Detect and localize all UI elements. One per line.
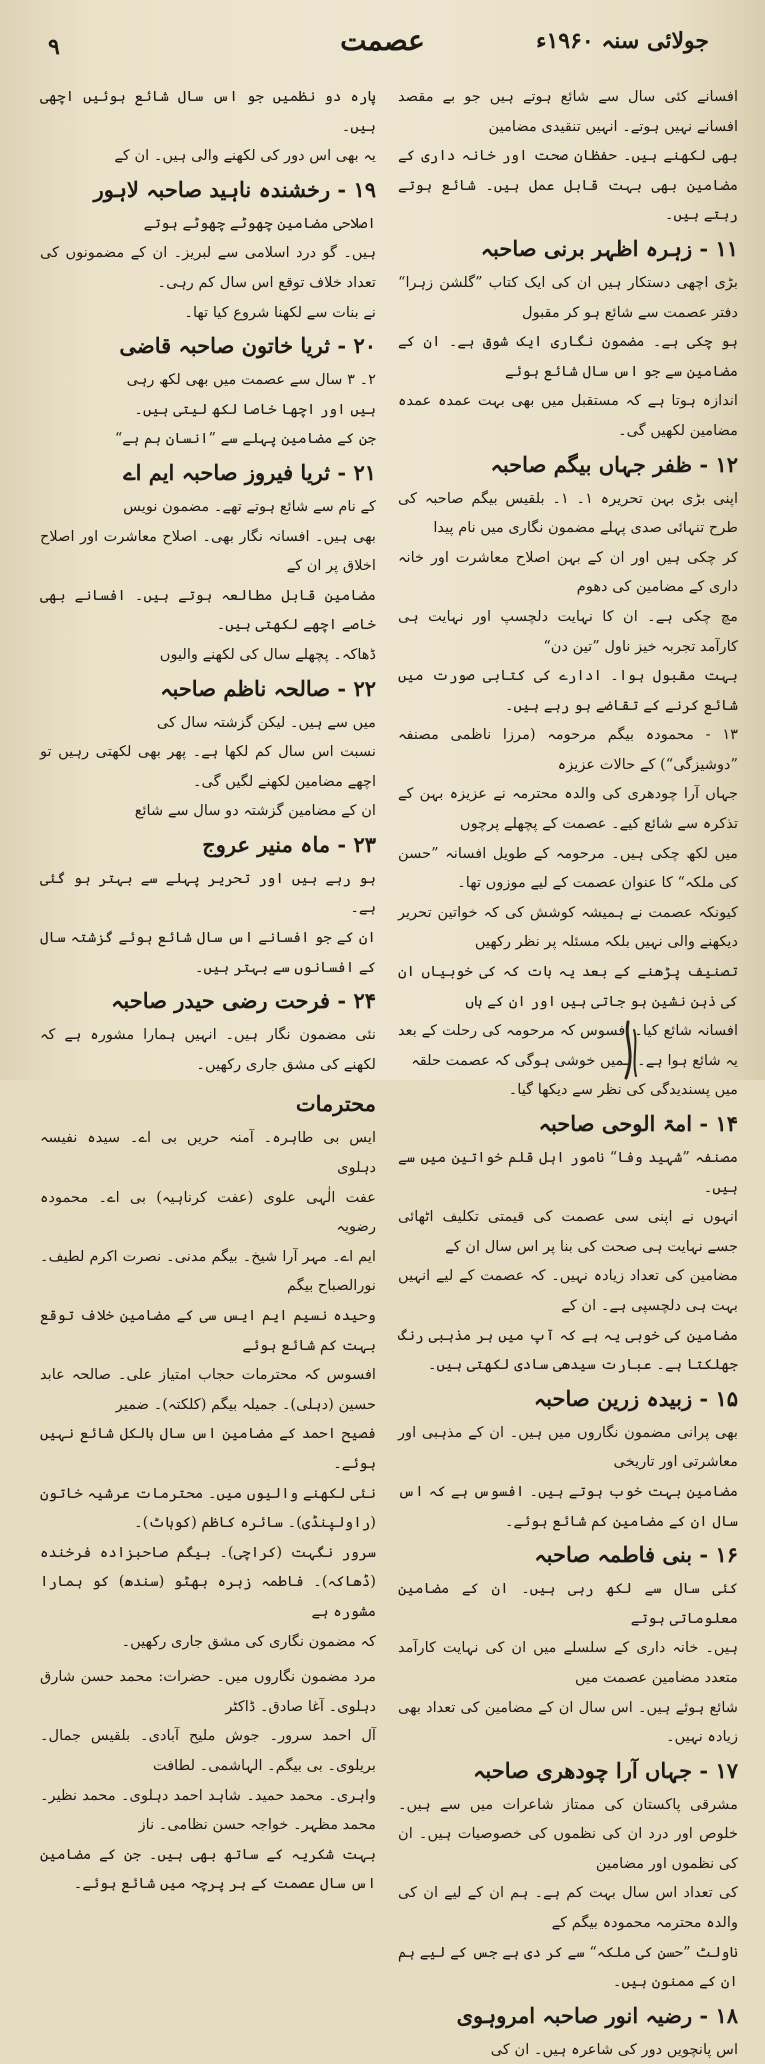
text-line: کہ مضمون نگاری کی مشق جاری رکھیں۔ [121, 1632, 376, 1650]
text-line: بہت مقبول ہوا۔ ادارے کی کتابی صورت میں شائع کرنے کے تقاضے ہو رہے ہیں۔ [398, 667, 738, 714]
text-line: ڈھاکہ۔ پچھلے سال کی لکھنے والیوں [159, 645, 376, 663]
text-line: افسانے کئی سال سے شائع ہوتے ہیں جو بے مقصد افسانے نہیں ہوتے۔ انہیں تنقیدی مضامین [398, 88, 738, 135]
author-heading: ۱۹ - رخشندہ ناہید صاحبہ لاہور [93, 176, 376, 202]
author-heading: ۱۷ - جہاں آرا چودھری صاحبہ [473, 1757, 738, 1783]
text-line: مچ چکی ہے۔ ان کا نہایت دلچسپ اور نہایت ہی کارآمد تجربہ خیز ناول ”تین دن“ [398, 607, 738, 655]
page-header [40, 24, 725, 74]
text-line: تصنیف پڑھنے کے بعد یہ بات کہ کی خوبیاں ان کی ذہن نشین ہو جاتی ہیں اور ان کے ہاں [398, 963, 738, 1010]
text-line: مضامین بہت خوب ہوتے ہیں۔ افسوس ہے کہ اس سال ان کے مضامین کم شائع ہوئے۔ [398, 1482, 738, 1530]
text-line: ۱۳ - محمودہ بیگم مرحومہ (مرزا ناظمی مصنفہ ”دوشیزگی“) کے حالات عزیزہ [398, 726, 738, 773]
text-line: عفت الٰہی علوی (عفت کرناہیہ) بی اے۔ محمودہ رضویہ [40, 1188, 376, 1236]
page-number: ۹ [48, 34, 60, 60]
text-line: کی تعداد اس سال بہت کم ہے۔ ہم ان کے لیے ان کی والدہ محترمہ محمودہ بیگم کے [398, 1884, 738, 1932]
text-line: مضامین قابل مطالعہ ہوتے ہیں۔ افسانے بھی خاصے اچھے لکھتی ہیں۔ [40, 586, 376, 634]
text-line: نئی لکھنے والیوں میں۔ محترمات عرشیہ خاتون (راولپنڈی)۔ سائرہ کاظم (کوہاٹ)۔ [40, 1484, 376, 1532]
text-line: کر چکی ہیں اور ان کے بہن اصلاح معاشرت اور خانہ داری کے مضامین کی دھوم [398, 548, 738, 596]
text-line: پارہ دو نظمیں جو اس سال شائع ہوئیں اچھی ہیں۔ [40, 88, 376, 135]
text-line: میں سے ہیں۔ لیکن گزشتہ سال کی [156, 713, 376, 731]
text-line: میں لکھ چکی ہیں۔ مرحومہ کے طویل افسانہ ”حسن کی ملکہ“ کا عنوان عصمت کے لیے موزوں تھا۔ [398, 844, 738, 892]
author-heading: محترمات [295, 1091, 376, 1117]
text-line: ایس بی طاہرہ۔ آمنہ حریں بی اے۔ سیدہ نفیسہ دہلوی [40, 1129, 376, 1177]
text-line: ان کے جو افسانے اس سال شائع ہوئے گزشتہ سال کے افسانوں سے بہتر ہیں۔ [40, 929, 376, 976]
text-line: بہت شکریہ کے ساتھ بھی ہیں۔ جن کے مضامین اس سال عصمت کے ہر پرچہ میں شائع ہوئے۔ [40, 1845, 376, 1893]
author-heading: ۲۴ - فرحت رضی حیدر صاحبہ [111, 988, 376, 1014]
text-line: بھی ہیں۔ افسانہ نگار بھی۔ اصلاح معاشرت اور اصلاح اخلاق پر ان کے [40, 527, 376, 575]
author-heading: ۱۱ - زہرہ اظہر برنی صاحبہ [480, 235, 738, 261]
author-heading: ۲۲ - صالحہ ناظم صاحبہ [160, 675, 376, 701]
text-line: افسانہ شائع کیا۔ افسوس کہ مرحومہ کی رحلت کے بعد یہ شائع ہوا ہے۔ ہمیں خوشی ہوگی کہ عصمت حلقہ [398, 1022, 738, 1069]
author-heading: ۲۳ - ماہ منیر عروج [202, 831, 376, 857]
text-line: مصنفہ ”شہید وفا“ نامور اہل قلم خواتین میں سے ہیں۔ [398, 1149, 738, 1196]
text-line: بھی پرانی مضمون نگاروں میں ہیں۔ ان کے مذہبی اور معاشرتی اور تاریخی [398, 1423, 738, 1471]
text-line: ۲۔ ۳ سال سے عصمت میں بھی لکھ رہی [126, 371, 376, 389]
text-line: اصلاحی مضامین چھوٹے چھوٹے ہوتے [143, 214, 376, 232]
text-line: وحیدہ نسیم ایم ایس سی کے مضامین خلاف توقع بہت کم شائع ہوئے [40, 1307, 376, 1354]
issue-date: جولائی سنہ ۱۹۶۰ء [536, 28, 709, 54]
text-line: ہیں۔ خانہ داری کے سلسلے میں ان کی نہایت کارآمد متعدد مضامین عصمت میں [398, 1639, 738, 1686]
text-line: اپنی بڑی بہن تحریرہ ۱۔ ۱۔ بلقیس بیگم صاحبہ کی طرح تنہائی صدی پہلے مضمون نگاری میں نام پیدا [398, 489, 738, 537]
text-line: کیونکہ عصمت نے ہمیشہ کوشش کی کہ خواتین تحریر دیکھنے والی نہیں بلکہ مسئلہ پر نظر رکھیں [398, 903, 738, 951]
text-line: نے بنات سے لکھنا شروع کیا تھا۔ [184, 303, 376, 321]
text-line: مشرقی پاکستان کی ممتاز شاعرات میں سے ہیں۔ خلوص اور درد ان کی نظموں کی خصوصیات ہیں۔ ان کی نظموں اور مضامین [398, 1795, 738, 1872]
author-heading: ۲۰ - ثریا خاتون صاحبہ قاضی [119, 333, 376, 359]
text-line: اندازہ ہوتا ہے کہ مستقبل میں بھی بہت عمدہ عمدہ مضامین لکھیں گی۔ [398, 392, 738, 439]
text-line: یہ بھی اس دور کی لکھنے والی ہیں۔ ان کے [114, 147, 376, 165]
text-line: ناولٹ ”حسن کی ملکہ“ سے کر دی ہے جس کے لیے ہم ان کے ممنون ہیں۔ [398, 1943, 738, 1991]
text-line: اس پانچویں دور کی شاعرہ ہیں۔ ان کی [490, 2040, 738, 2058]
author-heading: ۱۲ - ظفر جہاں بیگم صاحبہ [490, 451, 738, 477]
text-line: ہیں۔ گو درد اسلامی سے لبریز۔ ان کے مضمونوں کی تعداد خلاف توقع اس سال کم رہی۔ [40, 244, 376, 291]
handwritten-mark [610, 1020, 650, 1080]
right-column [398, 82, 738, 2058]
text-line: سرور نگہت (کراچی)۔ بیگم صاحبزادہ فرخندہ (ڈھاکہ)۔ فاطمہ زہرہ بھٹو (سندھ) کو ہمارا مشورہ ہے [40, 1543, 376, 1620]
author-heading: ۲۱ - ثریا فیروز صاحبہ ایم اے [123, 459, 376, 485]
text-line: شائع ہوئے ہیں۔ اس سال ان کے مضامین کی تعداد بھی زیادہ نہیں۔ [398, 1698, 738, 1746]
text-line: جن کے مضامین پہلے سے ”انسان ہم ہے“ [114, 430, 376, 448]
text-line: ہیں اور اچھا خاصا لکھ لیتی ہیں۔ [134, 400, 376, 418]
text-line: جہاں آرا چودھری کی والدہ محترمہ نے عزیزہ بہن کے تذکرہ سے شائع کیے۔ عصمت کے پچھلے پرچوں [398, 785, 738, 833]
text-line: بڑی اچھی دستکار ہیں ان کی ایک کتاب ”گلشن زہرا“ دفتر عصمت سے شائع ہو کر مقبول [398, 273, 738, 321]
text-line: ایم اے۔ مہر آرا شیخ۔ بیگم مدنی۔ نصرت اکرم لطیف۔ نورالصباح بیگم [40, 1247, 376, 1295]
text-line: کئی سال سے لکھ رہی ہیں۔ ان کے مضامین معلوماتی ہوتے [398, 1580, 738, 1627]
text-line: ان کے مضامین گزشتہ دو سال سے شائع [134, 802, 376, 820]
text-line: مضامین کی خوبی یہ ہے کہ آپ میں ہر مذہبی رنگ جھلکتا ہے۔ عبارت سیدھی سادی لکھتی ہیں۔ [398, 1326, 738, 1374]
journal-title: عصمت [340, 24, 425, 57]
left-column [40, 82, 376, 1893]
text-line: افسوس کہ محترمات حجاب امتیاز علی۔ صالحہ عابد حسین (دہلی)۔ جمیلہ بیگم (کلکتہ)۔ ضمیر [40, 1366, 376, 1413]
text-line: میں پسندیدگی کی نظر سے دیکھا گیا۔ [508, 1081, 738, 1099]
text-line: ہو چکی ہے۔ مضمون نگاری ایک شوق ہے۔ ان کے مضامین سے جو اس سال شائع ہوئے [398, 333, 738, 380]
text-line: آل احمد سرور۔ جوش ملیح آبادی۔ بلقیس جمال۔ بریلوی۔ بی بیگم۔ الہاشمی۔ لطافت [40, 1727, 376, 1774]
text-line: انہوں نے اپنی سی عصمت کی قیمتی تکلیف اٹھائی جسے نہایت ہی صحت کی بنا پر اس سال ان کے [398, 1208, 738, 1255]
text-line: بھی لکھنے ہیں۔ حفظان صحت اور خانہ داری کے مضامین بھی بہت قابل عمل ہیں۔ شائع ہوتے رہتے ہیں۔ [398, 147, 738, 224]
text-line: مرد مضمون نگاروں میں۔ حضرات: محمد حسن شارق دہلوی۔ آغا صادق۔ ڈاکٹر [40, 1668, 376, 1715]
text-line: ہو رہے ہیں اور تحریر پہلے سے بہتر ہو گئی ہے۔ [40, 869, 376, 917]
section-gap [40, 1079, 376, 1085]
text-line: فصیح احمد کے مضامین اس سال بالکل شائع نہیں ہوئے۔ [40, 1425, 376, 1472]
text-line: نسبت اس سال کم لکھا ہے۔ پھر بھی لکھتی رہیں تو اچھے مضامین لکھنے لگیں گی۔ [40, 743, 376, 790]
author-heading: ۱۶ - بنی فاطمہ صاحبہ [534, 1542, 738, 1568]
text-line: کے نام سے شائع ہوتے تھے۔ مضمون نویس [123, 497, 376, 515]
author-heading: ۱۵ - زبیدہ زرین صاحبہ [533, 1385, 738, 1411]
text-line: نئی مضمون نگار ہیں۔ انہیں ہمارا مشورہ ہے کہ لکھنے کی مشق جاری رکھیں۔ [40, 1026, 376, 1073]
author-heading: ۱۸ - رضیہ انور صاحبہ امروہوی [456, 2002, 738, 2028]
text-line: واہری۔ محمد حمید۔ شاہد احمد دہلوی۔ محمد نظیر۔ محمد مظہر۔ خواجہ حسن نظامی۔ ناز [40, 1786, 376, 1834]
text-line: مضامین کی تعداد زیادہ نہیں۔ کہ عصمت کے لیے انہیں بہت ہی دلچسپی ہے۔ ان کے [398, 1267, 738, 1314]
author-heading: ۱۴ - امۃ الوحی صاحبہ [538, 1111, 738, 1136]
